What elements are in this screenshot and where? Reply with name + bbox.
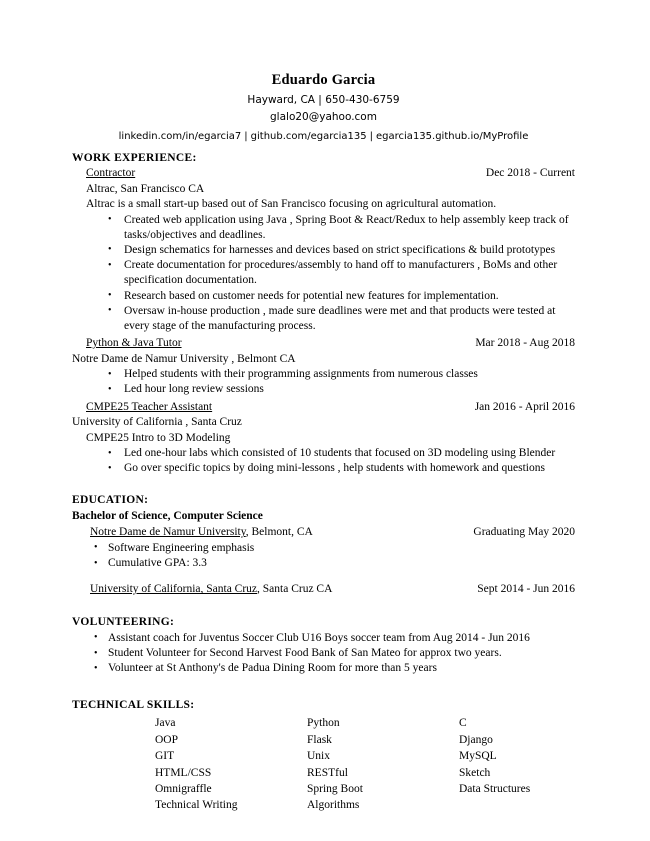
list-item: • Design schematics for harnesses and devices based on strict specifications & build prototypes xyxy=(72,243,575,258)
job-title-1: Python & Java Tutor xyxy=(86,337,182,350)
linkedin-link[interactable]: linkedin.com/in/egarcia7 xyxy=(118,131,242,142)
skill-item: OOP xyxy=(155,733,179,746)
skill-item: Java xyxy=(155,717,176,730)
job-date-1: Mar 2018 - Aug 2018 xyxy=(475,337,575,350)
skill-item: MySQL xyxy=(459,750,497,763)
job-title-row-1 xyxy=(72,336,575,352)
job-company-2: University of California , Santa Cruz xyxy=(72,416,242,429)
resume-header xyxy=(72,70,575,146)
list-item: • Oversaw in-house production , made sure deadlines were met and that products were tested at every stage of the manufacturing process. xyxy=(72,304,575,334)
job-title-2: CMPE25 Teacher Assistant xyxy=(86,400,213,413)
skill-item: Data Structures xyxy=(459,783,531,796)
section-heading-skills: TECHNICAL SKILLS: xyxy=(72,699,195,712)
skill-item: Flask xyxy=(307,733,332,746)
email-address: glalo20@yahoo.com xyxy=(270,111,377,123)
education-entry-row-0 xyxy=(72,525,575,541)
section-heading-work: WORK EXPERIENCE: xyxy=(72,152,197,164)
section-heading-education: EDUCATION: xyxy=(72,494,149,507)
education-school-0: Notre Dame de Namur University xyxy=(90,526,246,539)
list-item: • Led one-hour labs which consisted of 10 students that focused on 3D modeling using Blender xyxy=(72,446,575,461)
list-item: • Cumulative GPA: 3.3 xyxy=(72,556,575,571)
list-item: • Volunteer at St Anthony's de Padua Dining Room for more than 5 years xyxy=(72,661,575,676)
skill-item: Algorithms xyxy=(307,799,360,812)
list-item: • Created web application using Java , Spring Boot & React/Redux to help assembly keep track of tasks/objectives and deadlines. xyxy=(72,213,575,243)
job-date-0: Dec 2018 - Current xyxy=(485,167,575,179)
job-company-0: Altrac, San Francisco CA xyxy=(86,182,205,195)
skills-grid xyxy=(72,715,575,813)
skill-item: Sketch xyxy=(459,766,491,779)
list-item: • Assistant coach for Juventus Soccer Club U16 Boys soccer team from Aug 2014 - Jun 2016 xyxy=(72,631,575,646)
skill-item: C xyxy=(459,717,467,730)
skills-column-3 xyxy=(459,715,575,813)
portfolio-link[interactable]: egarcia135.github.io/MyProfile xyxy=(376,131,529,142)
github-link[interactable]: github.com/egarcia135 xyxy=(250,131,367,142)
job-title-row-0 xyxy=(72,166,575,182)
profile-links xyxy=(72,128,575,146)
job-bullets-2 xyxy=(72,446,575,476)
education-date-1: Sept 2014 - Jun 2016 xyxy=(477,583,575,596)
skill-item: Python xyxy=(307,717,340,730)
skill-item: Unix xyxy=(307,750,330,763)
skills-column-1 xyxy=(155,715,307,813)
skill-item: Omnigraffle xyxy=(155,783,212,796)
education-school-location-1: , Santa Cruz CA xyxy=(257,583,333,596)
skill-item: Spring Boot xyxy=(307,783,363,796)
job-bullets-0 xyxy=(72,213,575,335)
skill-item: Technical Writing xyxy=(155,799,238,812)
list-item: • Led hour long review sessions xyxy=(72,382,575,397)
section-heading-volunteering: VOLUNTEERING: xyxy=(72,615,175,628)
list-item: • Helped students with their programming assignments from numerous classes xyxy=(72,367,575,382)
skills-column-2 xyxy=(307,715,459,813)
education-bullets-0 xyxy=(72,541,575,571)
list-item: • Research based on customer needs for potential new features for implementation. xyxy=(72,289,575,304)
candidate-name: Eduardo Garcia xyxy=(271,72,376,88)
education-degree: Bachelor of Science, Computer Science xyxy=(72,510,263,523)
link-separator-2: | xyxy=(369,131,374,142)
volunteering-bullets xyxy=(72,631,575,677)
job-date-2: Jan 2016 - April 2016 xyxy=(474,400,575,413)
education-school-1: University of California, Santa Cruz xyxy=(90,583,258,596)
list-item: • Software Engineering emphasis xyxy=(72,541,575,556)
skill-item: RESTful xyxy=(307,766,348,779)
skill-item: Django xyxy=(459,733,493,746)
education-school-location-0: , Belmont, CA xyxy=(245,526,313,539)
location-phone: Hayward, CA | 650-430-6759 xyxy=(247,94,400,106)
list-item: • Go over specific topics by doing mini-lessons , help students with homework and questions xyxy=(72,461,575,476)
list-item: • Create documentation for procedures/assembly to hand off to manufacturers , BoMs and other specification documentation. xyxy=(72,258,575,288)
list-item: • Student Volunteer for Second Harvest Food Bank of San Mateo for approx two years. xyxy=(72,646,575,661)
job-title-0: Contractor xyxy=(86,167,136,179)
job-blurb-0: Altrac is a small start-up based out of San Francisco focusing on agricultural automation. xyxy=(86,198,497,210)
skill-item: GIT xyxy=(155,750,175,763)
job-company-1: Notre Dame de Namur University , Belmont CA xyxy=(72,352,296,365)
education-entry-row-1 xyxy=(72,582,575,598)
link-separator-1: | xyxy=(244,131,248,142)
job-bullets-1 xyxy=(72,367,575,397)
job-title-row-2 xyxy=(72,400,575,416)
education-date-0: Graduating May 2020 xyxy=(473,526,575,539)
job-blurb-2: CMPE25 Intro to 3D Modeling xyxy=(86,431,231,444)
skill-item: HTML/CSS xyxy=(155,766,212,779)
